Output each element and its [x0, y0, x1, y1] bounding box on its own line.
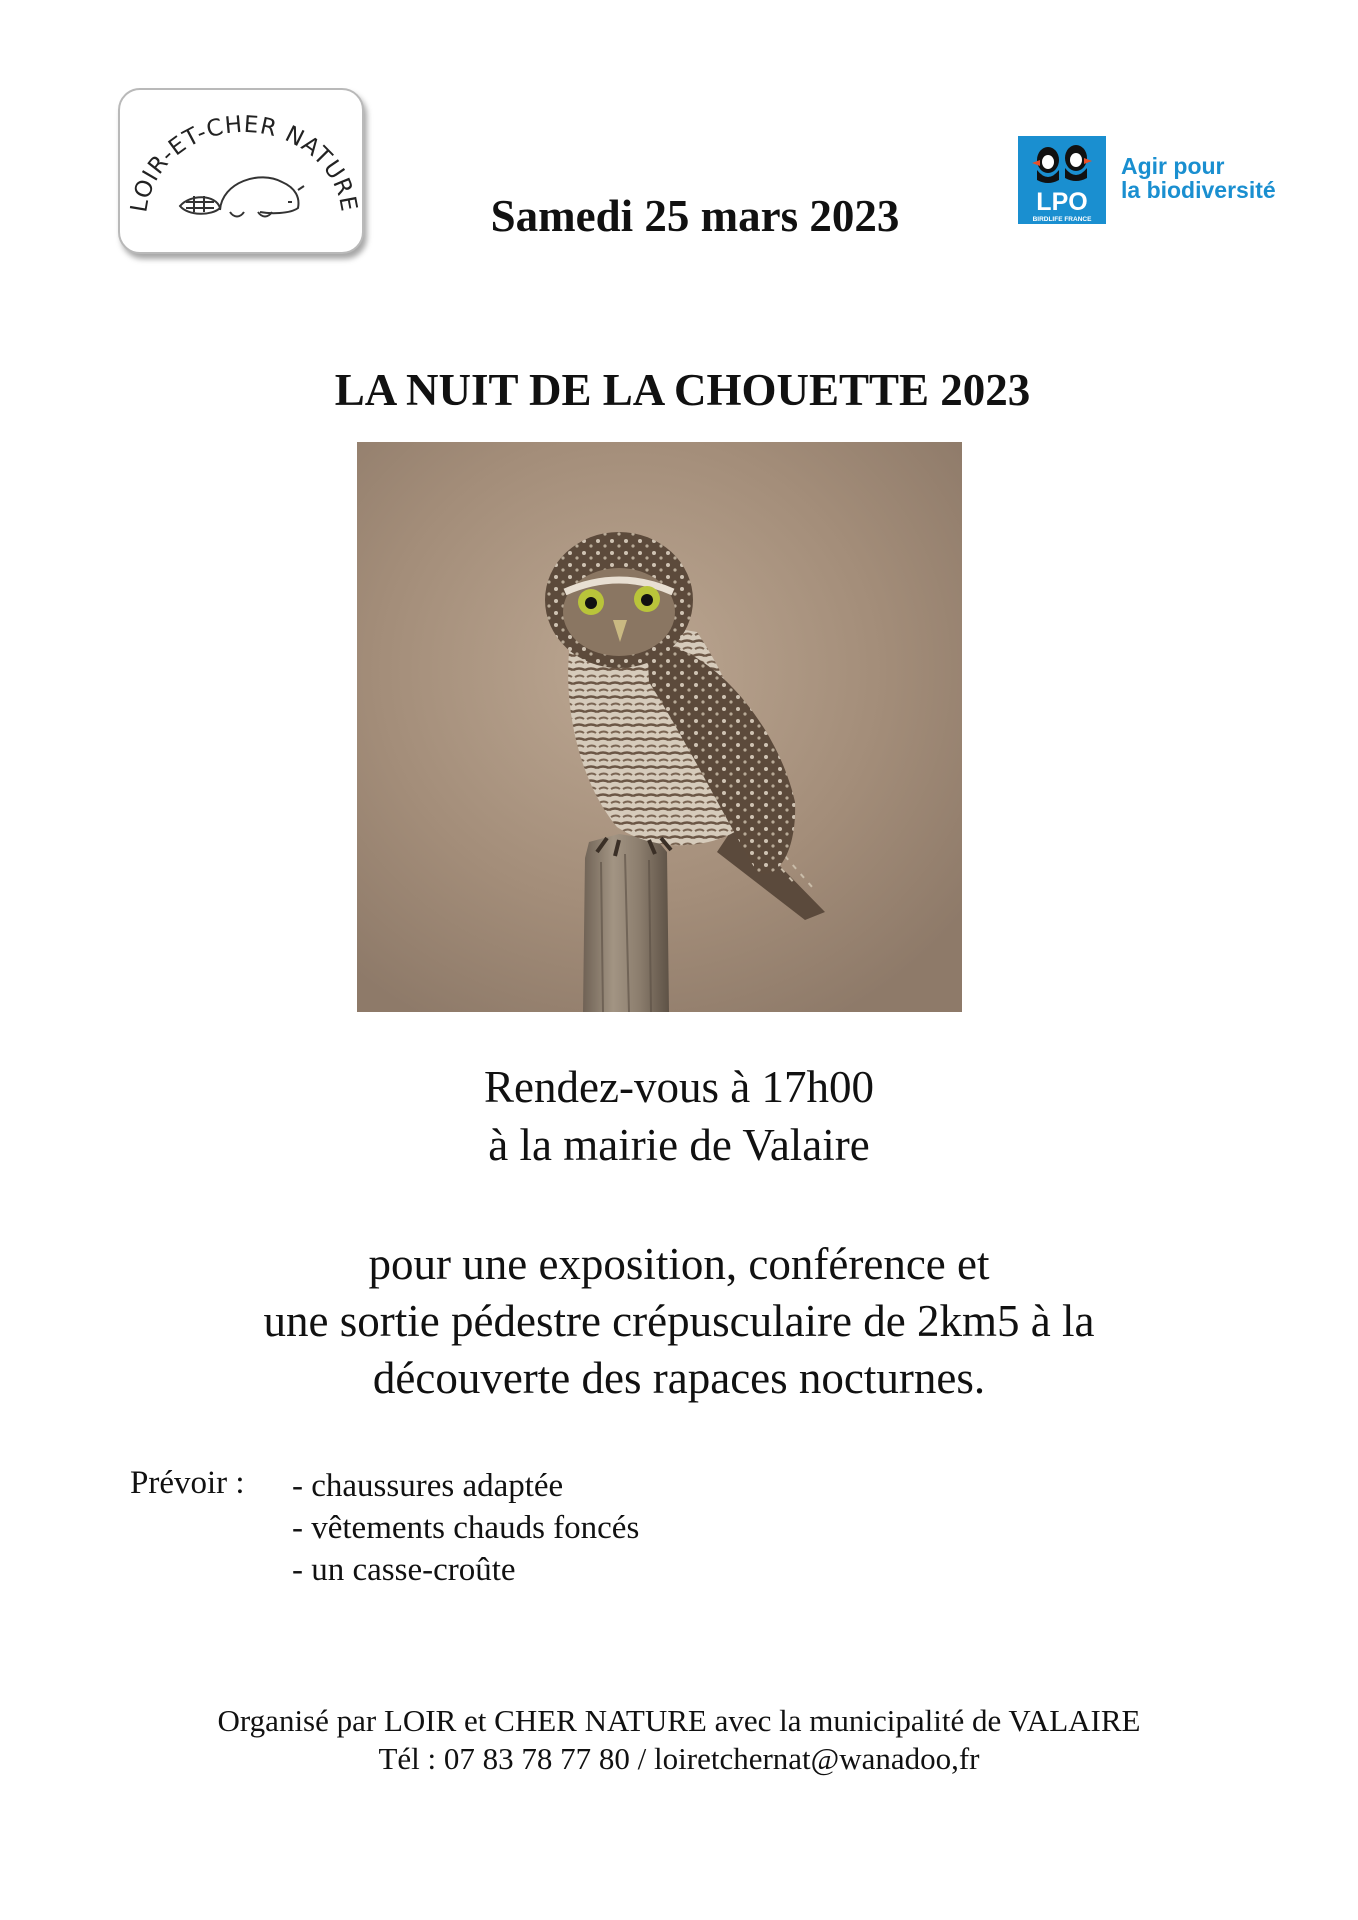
description-line: pour une exposition, conférence et: [368, 1239, 990, 1289]
prevoir-label: Prévoir :: [130, 1465, 245, 1501]
lpo-letters: LPO: [1036, 188, 1088, 216]
event-title: LA NUIT DE LA CHOUETTE 2023: [334, 365, 1031, 415]
lpo-subtitle: BIRDLIFE FRANCE: [1032, 216, 1092, 223]
rendezvous-info: [0, 1058, 1358, 1174]
rendezvous-place: à la mairie de Valaire: [488, 1120, 870, 1170]
description-line: découverte des rapaces nocturnes.: [372, 1353, 986, 1403]
owl-photo: [357, 442, 962, 1012]
lpo-tagline-line1: Agir pour: [1121, 153, 1225, 179]
rendezvous-time: Rendez-vous à 17h00: [484, 1062, 874, 1112]
footer: [0, 1702, 1358, 1778]
event-date: Samedi 25 mars 2023: [490, 191, 900, 241]
description-line: une sortie pédestre crépusculaire de 2km5 à la: [263, 1296, 1095, 1346]
logo-arc-text: LOIR-ET-CHER NATURE: [126, 111, 362, 215]
list-item: - chaussures adaptée: [292, 1468, 564, 1504]
lpo-tagline-line2: la biodiversité: [1121, 177, 1276, 203]
contact-line: Tél : 07 83 78 77 80 / loiretchernat@wanadoo,fr: [378, 1741, 980, 1776]
list-item: - vêtements chauds foncés: [292, 1510, 640, 1546]
event-description: [0, 1236, 1358, 1407]
list-item: - un casse-croûte: [292, 1552, 516, 1588]
organizer-line: Organisé par LOIR et CHER NATURE avec la municipalité de VALAIRE: [217, 1703, 1141, 1738]
prevoir-list: [292, 1465, 639, 1591]
